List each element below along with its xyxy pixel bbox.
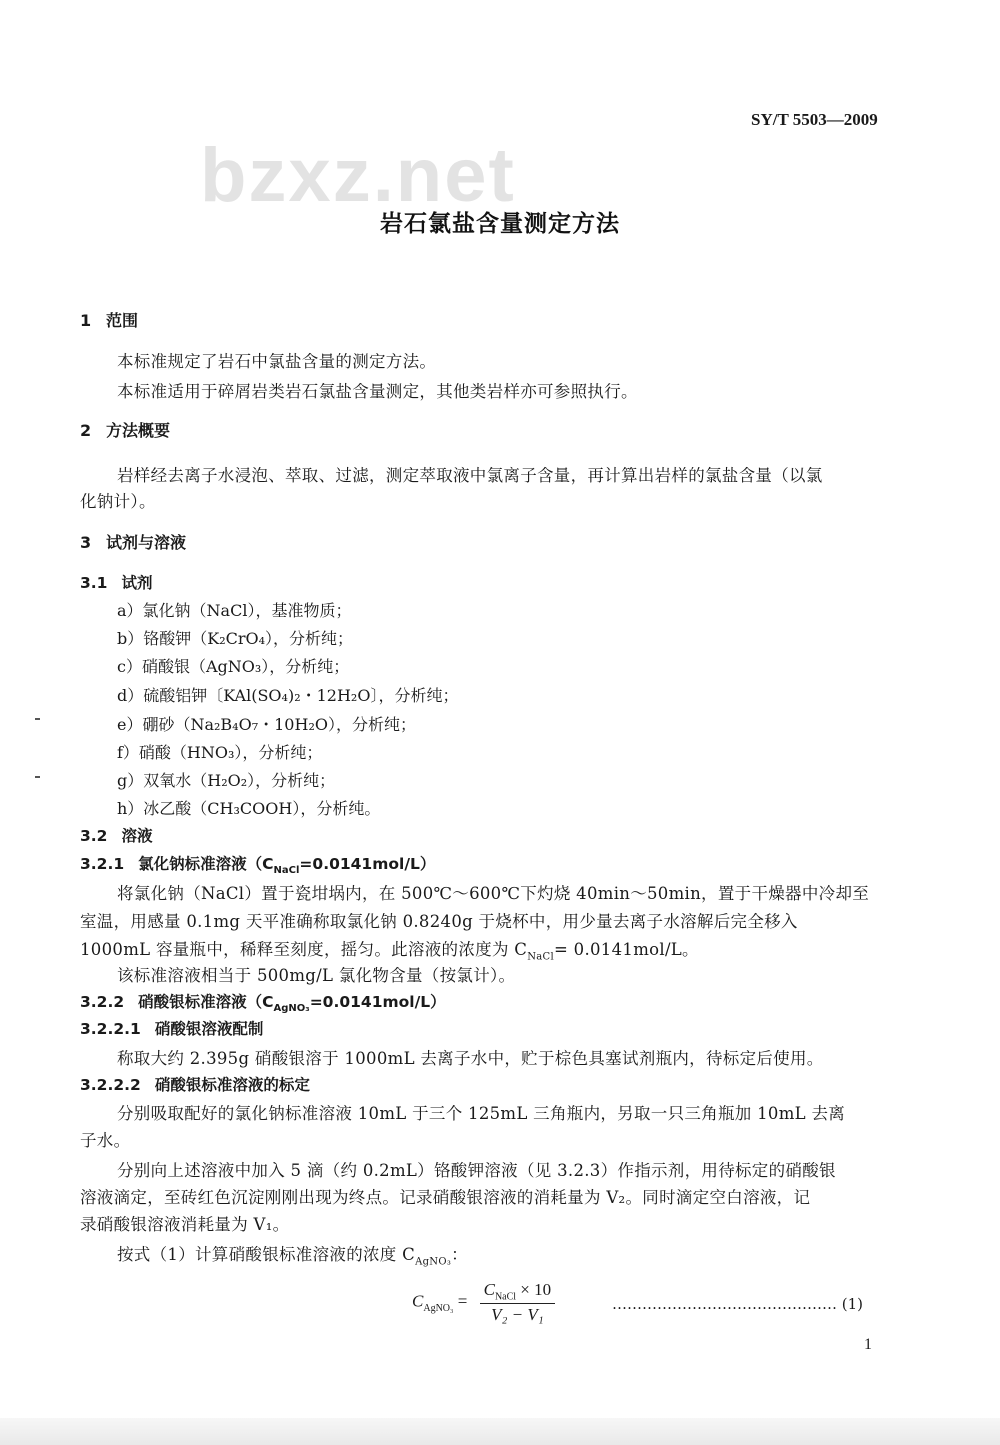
formula-numerator — [480, 1280, 556, 1304]
scan-speck — [35, 718, 40, 720]
page-number: 1 — [864, 1336, 872, 1353]
watermark: bzxz.net — [200, 133, 516, 218]
section-number: 3.2 — [80, 827, 108, 845]
section-title: 溶液 — [121, 827, 153, 845]
reagent-item: c）硝酸银（AgNO₃），分析纯； — [117, 657, 350, 676]
reagent-item: b）铬酸钾（K₂CrO₄），分析纯； — [117, 629, 354, 648]
subscript: NaCl — [273, 865, 300, 877]
subsection-3-2-2-2-heading — [80, 1073, 310, 1095]
section-title: 硝酸银标准溶液（C — [138, 993, 274, 1011]
reagent-item: e）硼砂（Na₂B₄O₇・10H₂O），分析纯； — [117, 715, 416, 734]
text-fragment: 按式（1）计算硝酸银标准溶液的浓度 C — [117, 1245, 416, 1264]
reagent-item: f）硝酸（HNO₃），分析纯； — [117, 743, 323, 762]
text-fragment: 1000mL 容量瓶中，稀释至刻度，摇匀。此溶液的浓度为 C — [80, 940, 528, 959]
section-number: 3.2.2 — [80, 993, 125, 1011]
document-title: 岩石氯盐含量测定方法 — [380, 211, 620, 237]
paragraph: 分别吸取配好的氯化钠标准溶液 10mL 于三个 125mL 三角瓶内，另取一只三角瓶加 10mL 去离 — [117, 1104, 846, 1123]
paragraph: 本标准适用于碎屑岩类岩石氯盐含量测定，其他类岩样亦可参照执行。 — [117, 382, 638, 401]
section-number: 3.2.1 — [80, 855, 125, 873]
section-3-heading — [80, 530, 186, 553]
formula-lhs: C — [412, 1291, 424, 1311]
formula-fraction — [480, 1280, 556, 1325]
section-number: 3.2.2.2 — [80, 1076, 141, 1094]
subsection-3-2-1-heading — [80, 852, 435, 876]
text-fragment: ： — [451, 1245, 468, 1264]
reagent-item: g）双氧水（H₂O₂），分析纯； — [117, 771, 336, 790]
numerator-subscript: NaCl — [494, 1291, 517, 1303]
numerator-symbol: C — [483, 1280, 495, 1299]
paragraph-continuation: 化钠计）。 — [80, 492, 156, 511]
section-2-heading — [80, 418, 170, 441]
section-title: 硝酸银标准溶液的标定 — [154, 1076, 310, 1094]
section-number: 3.2.2.1 — [80, 1020, 141, 1038]
subscript: AgNO₃ — [273, 1003, 310, 1015]
paragraph-continuation: 子水。 — [80, 1131, 131, 1150]
reagent-item: a）氯化钠（NaCl），基准物质； — [117, 601, 352, 620]
formula-equals: = — [453, 1291, 468, 1311]
section-title: 硝酸银溶液配制 — [154, 1020, 264, 1038]
paragraph: 称取大约 2.395g 硝酸银溶于 1000mL 去离子水中，贮于棕色具塞试剂瓶内，待标定后使用。 — [117, 1049, 824, 1068]
standard-number: SY/T 5503—2009 — [751, 110, 878, 129]
subscript: AgNO₃ — [415, 1256, 452, 1268]
paragraph-continuation: 录硝酸银溶液消耗量为 V₁。 — [80, 1215, 290, 1234]
paragraph-continuation: 室温，用感量 0.1mg 天平准确称取氯化钠 0.8240g 于烧杯中，用少量去离子水溶解后完全移入 — [80, 912, 798, 931]
formula-number: ……………………………………… (1) — [612, 1295, 864, 1313]
formula-1 — [412, 1280, 555, 1325]
section-number: 2 — [80, 421, 92, 440]
formula-lhs-subscript: AgNO₃ — [423, 1303, 454, 1314]
formula-denominator: V₂ − V₁ — [491, 1305, 544, 1325]
section-title-tail: =0.0141mol/L） — [309, 993, 446, 1011]
section-title: 试剂与溶液 — [106, 533, 187, 552]
subscript: NaCl — [527, 951, 554, 963]
page-bottom-edge — [0, 1418, 1000, 1445]
section-title: 方法概要 — [106, 421, 171, 440]
numerator-tail: × 10 — [516, 1280, 552, 1299]
paragraph: 将氯化钠（NaCl）置于瓷坩埚内，在 500℃～600℃下灼烧 40min～50min，置于干燥器中冷却至 — [117, 884, 870, 903]
reagent-item: h）冰乙酸（CH₃COOH），分析纯。 — [117, 799, 381, 818]
section-title-tail: =0.0141mol/L） — [299, 855, 436, 873]
paragraph: 分别向上述溶液中加入 5 滴（约 0.2mL）铬酸钾溶液（见 3.2.3）作指示剂，用待标定的硝酸银 — [117, 1161, 836, 1180]
paragraph: 本标准规定了岩石中氯盐含量的测定方法。 — [117, 352, 437, 371]
section-title: 试剂 — [121, 574, 153, 592]
paragraph: 岩样经去离子水浸泡、萃取、过滤，测定萃取液中氯离子含量，再计算出岩样的氯盐含量（以氯 — [117, 466, 823, 485]
scan-speck — [35, 776, 40, 778]
section-title: 氯化钠标准溶液（C — [138, 855, 274, 873]
paragraph — [117, 1241, 468, 1267]
section-number: 3 — [80, 533, 92, 552]
section-title: 范围 — [106, 311, 139, 330]
subsection-3-2-2-1-heading — [80, 1017, 263, 1039]
text-fragment: = 0.0141mol/L。 — [553, 940, 699, 959]
section-number: 1 — [80, 311, 92, 330]
paragraph-continuation — [80, 936, 699, 962]
section-number: 3.1 — [80, 574, 108, 592]
subsection-3-2-2-heading — [80, 990, 446, 1014]
subsection-3-1-heading — [80, 571, 152, 593]
reagent-item: d）硫酸铝钾〔KAl(SO₄)₂・12H₂O〕，分析纯； — [117, 686, 459, 705]
section-1-heading — [80, 308, 138, 331]
subsection-3-2-heading — [80, 824, 152, 846]
paragraph: 该标准溶液相当于 500mg/L 氯化物含量（按氯计）。 — [117, 966, 516, 985]
paragraph-continuation: 溶液滴定，至砖红色沉淀刚刚出现为终点。记录硝酸银溶液的消耗量为 V₂。同时滴定空白溶液，记 — [80, 1188, 811, 1207]
